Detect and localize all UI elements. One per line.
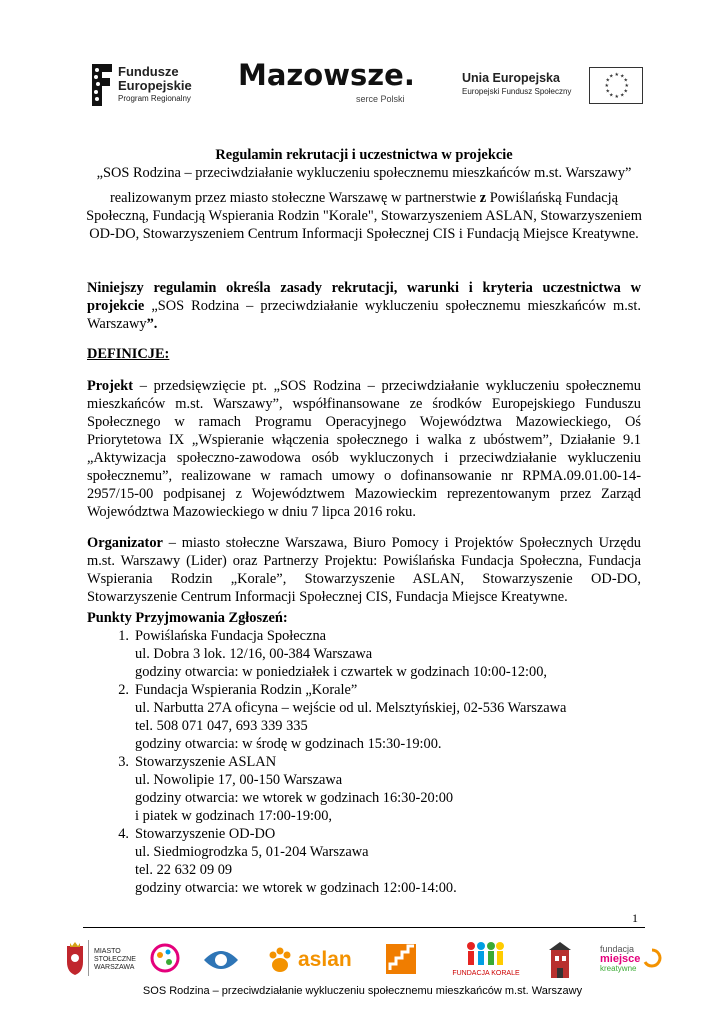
- mazowsze-logo: [238, 58, 438, 108]
- definition-organizator: Organizator – miasto stołeczne Warszawa, Biuro Pomocy i Projektów Społecznych Urzędu m.st. Warszawy (Lider) oraz Partnerzy Projektu: Powiślańska Fundacja Społeczna, Fundacja Wspierania Rodzin „Korale”, Stowarzyszenie ASLAN, Stowarzyszenie OD-DO, Stowarzyszenie Centrum Informacji Społecznej CIS, Fundacja Miejsce Kreatywne.: [87, 535, 641, 605]
- partners-intro: realizowanym przez miasto stołeczne Warszawę w partnerstwie z Powiślańską Fundacją Społeczną, Fundacją Wspierania Rodzin "Korale", Stowarzyszeniem ASLAN, Stowarzyszeniem OD-DO, Stowarzyszeniem Centrum Informacji Społecznej CIS i Fundacją Miejsce Kreatywne.: [86, 190, 642, 242]
- punkty-heading: Punkty Przyjmowania Zgłoszeń:: [87, 610, 288, 626]
- ue-logo-text: [462, 71, 571, 97]
- footer-text: SOS Rodzina – przeciwdziałanie wykluczeniu społecznemu mieszkańców m.st. Warszawy: [142, 985, 583, 997]
- svg-text:★: ★: [614, 72, 619, 78]
- warszawa-crest-icon: [64, 942, 86, 976]
- fe-logo-line2: Europejskie: [118, 78, 192, 93]
- fundusze-europejskie-logo: [88, 62, 228, 108]
- miejsce-kreatywne-logo: [600, 940, 664, 980]
- mazowsze-wordmark: Mazowsze.: [238, 58, 415, 92]
- definition-projekt: Projekt – przedsięwzięcie pt. „SOS Rodzina – przeciwdziałanie wykluczeniu społecznemu mieszkańców m.st. Warszawy”, współfinansowane ze środków Europejskiego Funduszu Społecznego w ramach Programu Operacyjnego Województwa Mazowieckiego, Oś Priorytetowa IX „Wspieranie włączenia społecznego i walka z ubóstwem”, Działanie 9.1 „Aktywizacja społeczno-zawodowa osób wykluczonych i przeciwdziałanie wykluczeniu społecznemu”, realizowane w ramach umowy o dofinansowanie nr RPMA.09.01.00-14-2957/15-00 podpisanej z Województwem Mazowieckim reprezentowanym przez Zarząd Województwa Mazowieckiego w dniu 7 lipca 2016 roku.: [87, 378, 641, 520]
- fe-star-icon: [88, 62, 116, 108]
- tower-icon: [543, 940, 577, 980]
- cis-logo-icon: [150, 940, 180, 978]
- ue-logo-line2: Europejski Fundusz Społeczny: [462, 87, 572, 96]
- od-do-logo: [384, 940, 420, 980]
- svg-text:★: ★: [620, 73, 625, 80]
- warszawa-logo: MIASTO STOŁECZNE WARSZAWA: [64, 940, 144, 980]
- miejsce-line1: fundacja: [600, 944, 635, 954]
- list-item: 1. Powiślańska Fundacja Społeczna ul. Dobra 3 lok. 12/16, 00-384 Warszawa godziny otwarcia: w poniedziałek i czwartek w godzinach 10:00-12:00,: [118, 628, 547, 680]
- eu-flag-icon: [589, 67, 643, 104]
- mazowsze-tagline: serce Polski: [356, 94, 405, 104]
- paw-icon: [266, 946, 296, 976]
- cis-logo: [150, 940, 186, 980]
- definitions-heading: DEFINICJE:: [87, 346, 170, 362]
- page-number: 1: [632, 911, 638, 925]
- fe-logo-text: [118, 65, 192, 105]
- miejsce-line2: miejsce: [600, 953, 641, 965]
- list-item: 3. Stowarzyszenie ASLAN ul. Nowolipie 17, 00-150 Warszawa godziny otwarcia: we wtorek w godzinach 16:30-20:00 i piatek w godzinach 17:00-19:00,: [118, 754, 454, 824]
- korale-logo: [452, 940, 520, 980]
- svg-text:★: ★: [623, 88, 628, 95]
- punkty-list: [87, 627, 647, 897]
- powislanska-fundacja-logo: [198, 940, 246, 980]
- fe-logo-line3: Program Regionalny: [118, 94, 191, 103]
- aslan-wordmark: aslan: [298, 948, 352, 971]
- svg-text:★: ★: [609, 92, 614, 99]
- aslan-logo: [266, 940, 362, 980]
- document-title: [83, 146, 645, 182]
- fe-logo-line1: Fundusze: [118, 64, 179, 79]
- title-line2: „SOS Rodzina – przeciwdziałanie wykluczeniu społecznemu mieszkańców m.st. Warszawy”: [96, 165, 632, 181]
- svg-text:★: ★: [605, 77, 610, 84]
- od-do-logo-icon: [384, 940, 418, 978]
- svg-text:★: ★: [604, 83, 609, 89]
- title-line1: Regulamin rekrutacji i uczestnictwa w projekcie: [215, 147, 513, 163]
- intro-paragraph: Niniejszy regulamin określa zasady rekrutacji, warunki i kryteria uczestnictwa w projekcie „SOS Rodzina – przeciwdziałanie wykluczeniu społecznemu mieszkańców m.st. Warszawy”.: [87, 280, 641, 332]
- korale-label: FUNDACJA KORALE: [452, 970, 520, 977]
- list-item: 2. Fundacja Wspierania Rodzin „Korale” ul. Narbutta 27A oficyna – wejście od ul. Melsztyńskiej, 02-536 Warszawa tel. 508 071 047, 693 339 335 godziny otwarcia: w środę w godzinach 15:30-19:00.: [118, 682, 567, 752]
- svg-text:★: ★: [620, 92, 625, 99]
- svg-text:★: ★: [609, 73, 614, 80]
- tower-logo: [543, 940, 583, 980]
- ue-logo-line1: Unia Europejska: [462, 71, 560, 85]
- powislanska-logo-icon: [198, 940, 244, 980]
- miejsce-swirl-icon: [642, 948, 662, 972]
- svg-text:★: ★: [605, 88, 610, 95]
- svg-text:★: ★: [623, 77, 628, 84]
- list-item: 4. Stowarzyszenie OD-DO ul. Siedmiogrodzka 5, 01-204 Warszawa tel. 22 632 09 09 godziny otwarcia: we wtorek w godzinach 12:00-14:00.: [118, 826, 457, 896]
- svg-text:★: ★: [614, 94, 619, 100]
- korale-figures-icon: [464, 940, 506, 968]
- miejsce-line3: kreatywne: [600, 964, 637, 973]
- svg-text:★: ★: [624, 83, 629, 89]
- footer-divider: [83, 927, 645, 928]
